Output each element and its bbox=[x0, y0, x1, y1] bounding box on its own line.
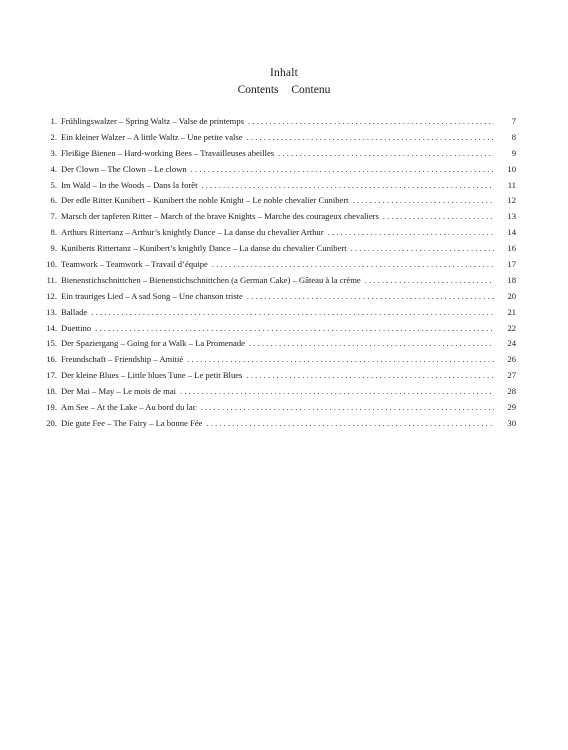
toc-entry-page: 7 bbox=[511, 116, 516, 126]
toc-entry-page: 8 bbox=[511, 131, 516, 142]
toc-leader-dots bbox=[383, 209, 494, 225]
toc-entry-number: 18. bbox=[46, 386, 57, 397]
toc-leader-dots bbox=[191, 162, 494, 178]
toc-entry-page: 13 bbox=[507, 211, 516, 222]
toc-entry-title: Der edle Ritter Kunibert – Kunibert the noble Knight – Le noble chevalier Cunibert bbox=[61, 195, 349, 206]
toc-leader-dots bbox=[247, 289, 494, 305]
toc-entry bbox=[38, 209, 516, 225]
toc-entry-page: 27 bbox=[507, 370, 516, 381]
toc-entry-title: Die gute Fee – The Fairy – La bonne Fée bbox=[61, 417, 203, 428]
toc-leader-dots bbox=[247, 130, 494, 146]
subtitle-french: Contenu bbox=[291, 84, 331, 96]
toc-entry-number: 19. bbox=[46, 402, 57, 413]
toc-entry-title: Arthurs Rittertanz – Arthur’s knightly Dance – La danse du chevalier Arthur bbox=[61, 227, 324, 238]
toc-entry-number: 13. bbox=[46, 306, 57, 317]
toc-entry-page: 16 bbox=[507, 243, 516, 254]
toc-leader-dots bbox=[365, 273, 494, 289]
page-subtitles bbox=[0, 83, 568, 98]
toc-entry-page: 9 bbox=[511, 147, 516, 158]
toc-entry-number: 12. bbox=[46, 290, 57, 301]
toc-entry-number: 8. bbox=[50, 227, 57, 238]
toc-entry bbox=[38, 257, 516, 273]
table-of-contents bbox=[38, 114, 516, 432]
toc-leader-dots bbox=[246, 368, 494, 384]
toc-entry-page: 20 bbox=[507, 290, 516, 301]
toc-entry-page: 12 bbox=[507, 195, 516, 206]
toc-entry-title: Der Clown – The Clown – Le clown bbox=[61, 163, 187, 174]
toc-entry-title: Im Wald – In the Woods – Dans la forêt bbox=[61, 179, 198, 190]
toc-entry-page: 14 bbox=[507, 227, 516, 238]
toc-leader-dots bbox=[353, 193, 494, 209]
toc-entry-title: Kuniberts Rittertanz – Kunibert’s knightly Dance – La danse du chevalier Cunibert bbox=[61, 243, 347, 254]
toc-entry-title: Teamwork – Teamwork – Travail d’équipe bbox=[61, 259, 208, 270]
toc-entry bbox=[38, 241, 516, 257]
toc-entry-title: Ein kleiner Walzer – A little Waltz – Une petite valse bbox=[61, 131, 243, 142]
toc-leader-dots bbox=[202, 178, 495, 194]
toc-entry-title: Ein trauriges Lied – A sad Song – Une chanson triste bbox=[61, 290, 243, 301]
toc-entry-page: 10 bbox=[507, 163, 516, 174]
toc-entry-title: Der Mai – May – Le mois de mai bbox=[61, 386, 177, 397]
toc-entry-title: Am See – At the Lake – Au bord du lac bbox=[61, 402, 197, 413]
toc-entry-title: Fleißige Bienen – Hard-working Bees – Travailleuses abeilles bbox=[61, 147, 275, 158]
toc-entry-number: 9. bbox=[50, 243, 57, 254]
toc-entry-page: 24 bbox=[507, 338, 516, 349]
toc-leader-dots bbox=[351, 241, 494, 257]
toc-entry-page: 21 bbox=[507, 306, 516, 317]
toc-entry-page: 18 bbox=[507, 274, 516, 285]
toc-entry-title: Ballade bbox=[61, 306, 88, 317]
toc-entry bbox=[38, 336, 516, 352]
toc-entry-page: 30 bbox=[507, 417, 516, 428]
toc-entry bbox=[38, 321, 516, 337]
toc-entry bbox=[38, 130, 516, 146]
toc-entry bbox=[38, 352, 516, 368]
toc-entry bbox=[38, 305, 516, 321]
toc-entry bbox=[38, 146, 516, 162]
toc-entry-number: 10. bbox=[46, 259, 57, 270]
toc-entry-title: Bienenstichschnittchen – Bienenstichschnittchen (a German Cake) – Gâteau à la crème bbox=[61, 274, 361, 285]
toc-entry-title: Freundschaft – Friendship – Amitié bbox=[61, 354, 184, 365]
toc-entry-number: 17. bbox=[46, 370, 57, 381]
toc-entry bbox=[38, 225, 516, 241]
toc-entry-number: 14. bbox=[46, 322, 57, 333]
toc-leader-dots bbox=[328, 225, 494, 241]
toc-entry bbox=[38, 368, 516, 384]
toc-leader-dots bbox=[206, 416, 494, 432]
toc-entry-page: 26 bbox=[507, 354, 516, 365]
toc-entry-number: 11. bbox=[46, 274, 57, 285]
toc-header bbox=[0, 66, 568, 98]
toc-entry-title: Duettino bbox=[61, 322, 92, 333]
toc-leader-dots bbox=[212, 257, 494, 273]
toc-entry-title: Der Spaziergang – Going for a Walk – La Promenade bbox=[61, 338, 245, 349]
toc-leader-dots bbox=[278, 146, 494, 162]
toc-entry-number: 7. bbox=[50, 211, 57, 222]
subtitle-english: Contents bbox=[237, 84, 279, 96]
toc-entry-title: Marsch der tapferen Ritter – March of the brave Knights – Marche des courageux chevaliers bbox=[61, 211, 379, 222]
toc-entry bbox=[38, 162, 516, 178]
toc-entry-page: 28 bbox=[507, 386, 516, 397]
toc-entry-number: 2. bbox=[50, 131, 57, 142]
toc-leader-dots bbox=[187, 352, 494, 368]
toc-entry bbox=[38, 273, 516, 289]
toc-entry-title: Frühlingswalzer – Spring Waltz – Valse de printemps bbox=[61, 116, 245, 126]
toc-entry-title: Der kleine Blues – Little blues Tune – Le petit Blues bbox=[61, 370, 243, 381]
toc-entry bbox=[38, 400, 516, 416]
toc-entry-number: 4. bbox=[50, 163, 57, 174]
toc-entry bbox=[38, 114, 516, 130]
toc-leader-dots bbox=[180, 384, 494, 400]
toc-entry-number: 3. bbox=[50, 147, 57, 158]
toc-entry-page: 29 bbox=[507, 402, 516, 413]
toc-entry-number: 6. bbox=[50, 195, 57, 206]
toc-leader-dots bbox=[248, 114, 494, 130]
toc-entry bbox=[38, 416, 516, 432]
toc-leader-dots bbox=[95, 321, 494, 337]
toc-entry-number: 5. bbox=[50, 179, 57, 190]
toc-entry-number: 1. bbox=[50, 116, 57, 126]
toc-entry bbox=[38, 178, 516, 194]
toc-entry bbox=[38, 193, 516, 209]
toc-entry-page: 17 bbox=[507, 259, 516, 270]
toc-entry-page: 22 bbox=[507, 322, 516, 333]
toc-leader-dots bbox=[91, 305, 494, 321]
toc-leader-dots bbox=[201, 400, 494, 416]
toc-entry-number: 20. bbox=[46, 417, 57, 428]
toc-entry bbox=[38, 289, 516, 305]
toc-entry-number: 16. bbox=[46, 354, 57, 365]
toc-entry-page: 11 bbox=[507, 179, 516, 190]
toc-leader-dots bbox=[249, 336, 494, 352]
toc-entry bbox=[38, 384, 516, 400]
toc-entry-number: 15. bbox=[46, 338, 57, 349]
page-title: Inhalt bbox=[269, 67, 299, 79]
